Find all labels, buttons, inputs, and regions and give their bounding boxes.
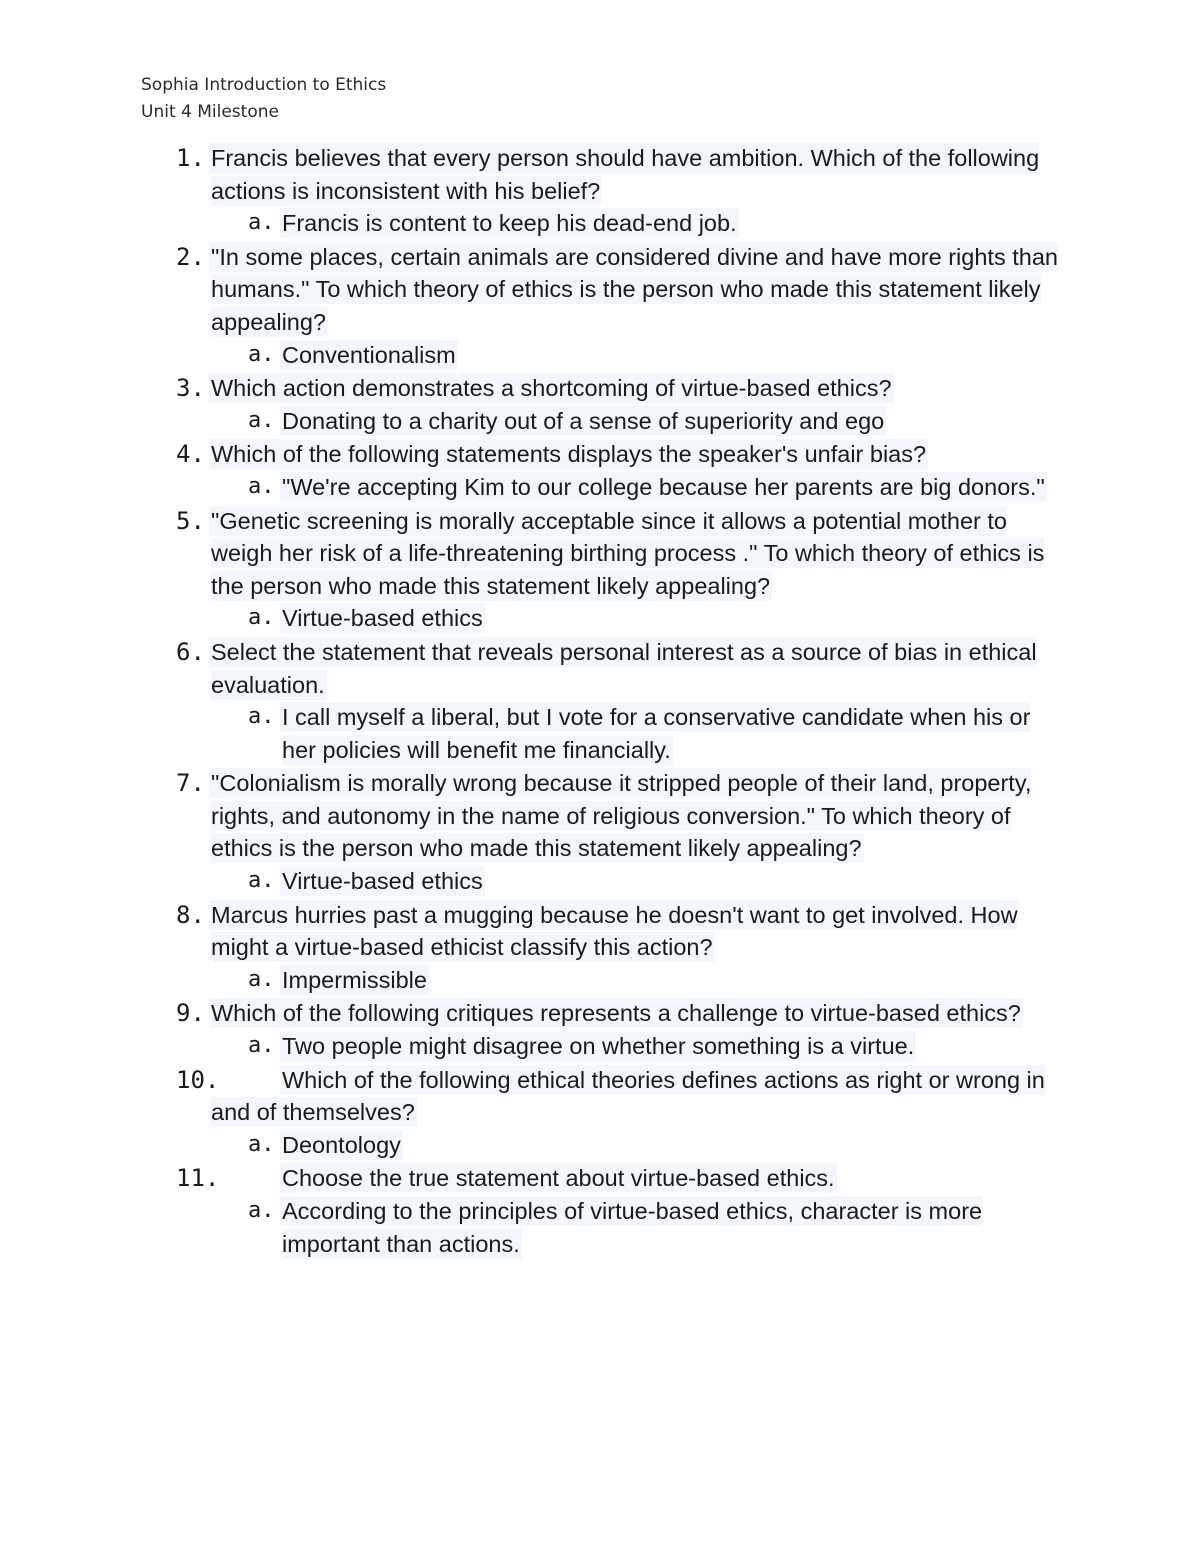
answer-letter: a. [248, 1198, 275, 1223]
question-list [0, 142, 1200, 1261]
answer-text: Impermissible [282, 966, 427, 993]
answer-text: Virtue-based ethics [282, 868, 483, 895]
question-item [0, 1064, 1200, 1162]
course-title: Sophia Introduction to Ethics [141, 75, 387, 95]
question-text: Francis believes that every person should have ambition. Which of the following actions is inconsistent with his belief? [211, 145, 1040, 204]
question-item [0, 142, 1200, 240]
question-number: 5. [176, 506, 205, 535]
answer-text: Two people might disagree on whether something is a virtue. [282, 1033, 915, 1060]
question-number: 4. [176, 440, 205, 469]
answer-text: Deontology [282, 1131, 401, 1158]
question-text: Marcus hurries past a mugging because he doesn't want to get involved. How might a virtue-based ethicist classify this action? [211, 901, 1018, 961]
question-number: 6. [176, 637, 205, 666]
question-text: "Genetic screening is morally acceptable since it allows a potential mother to weigh her risk of a life-threatening birthing process ." To which theory of ethics is the person who made this statement likely appealing? [211, 507, 1045, 599]
question-item [0, 636, 1200, 766]
answer-text: According to the principles of virtue-based ethics, character is more important than actions. [282, 1198, 983, 1257]
answer-letter: a. [248, 704, 275, 730]
answer-letter: a. [248, 341, 275, 367]
answer-letter: a. [248, 966, 275, 992]
answer-letter: a. [248, 473, 275, 499]
question-number: 8. [176, 900, 205, 929]
question-text: Which of the following ethical theories defines actions as right or wrong in and of themselves? [211, 1066, 1045, 1126]
question-item [0, 997, 1200, 1062]
answer-text: Francis is content to keep his dead-end job. [282, 210, 737, 237]
question-number: 9. [176, 999, 205, 1028]
answer-text: Donating to a charity out of a sense of superiority and ego [282, 407, 885, 434]
answer-text: Virtue-based ethics [282, 605, 483, 632]
answer-letter: a. [248, 407, 275, 433]
question-item [0, 1162, 1200, 1260]
question-item [0, 767, 1200, 897]
question-number: 2. [176, 242, 205, 271]
question-text: Which action demonstrates a shortcoming of virtue-based ethics? [211, 375, 892, 402]
question-text: Choose the true statement about virtue-based ethics. [282, 1165, 835, 1192]
answer-text: "We're accepting Kim to our college because her parents are big donors." [282, 473, 1045, 500]
answer-letter: a. [248, 1131, 275, 1157]
answer-letter: a. [248, 868, 275, 894]
answer-letter: a. [248, 1033, 275, 1059]
question-number: 3. [176, 374, 205, 403]
question-number: 11. [176, 1164, 220, 1193]
answer-letter: a. [248, 210, 275, 236]
question-text: "In some places, certain animals are considered divine and have more rights than humans." To which theory of ethics is the person who made this statement likely appealing? [211, 243, 1058, 335]
answer-text: I call myself a liberal, but I vote for a conservative candidate when his or her policies will benefit me financially. [282, 704, 1031, 763]
question-item [0, 372, 1200, 437]
question-item [0, 505, 1200, 635]
answer-letter: a. [248, 605, 275, 631]
question-text: Which of the following critiques represents a challenge to virtue-based ethics? [211, 1000, 1021, 1027]
answer-text: Conventionalism [282, 341, 456, 368]
question-number: 10. [176, 1065, 220, 1094]
question-text: Select the statement that reveals personal interest as a source of bias in ethical evaluation. [211, 638, 1037, 698]
question-number: 1. [176, 144, 205, 172]
question-item [0, 241, 1200, 371]
unit-title: Unit 4 Milestone [141, 102, 279, 122]
question-item [0, 899, 1200, 997]
question-text: "Colonialism is morally wrong because it stripped people of their land, property, rights, and autonomy in the name of religious conversion." To which theory of ethics is the person who made this statement likely appealing? [211, 770, 1032, 862]
question-item [0, 438, 1200, 503]
document-header [141, 72, 386, 126]
question-text: Which of the following statements displays the speaker's unfair bias? [211, 441, 927, 468]
question-number: 7. [176, 769, 205, 798]
